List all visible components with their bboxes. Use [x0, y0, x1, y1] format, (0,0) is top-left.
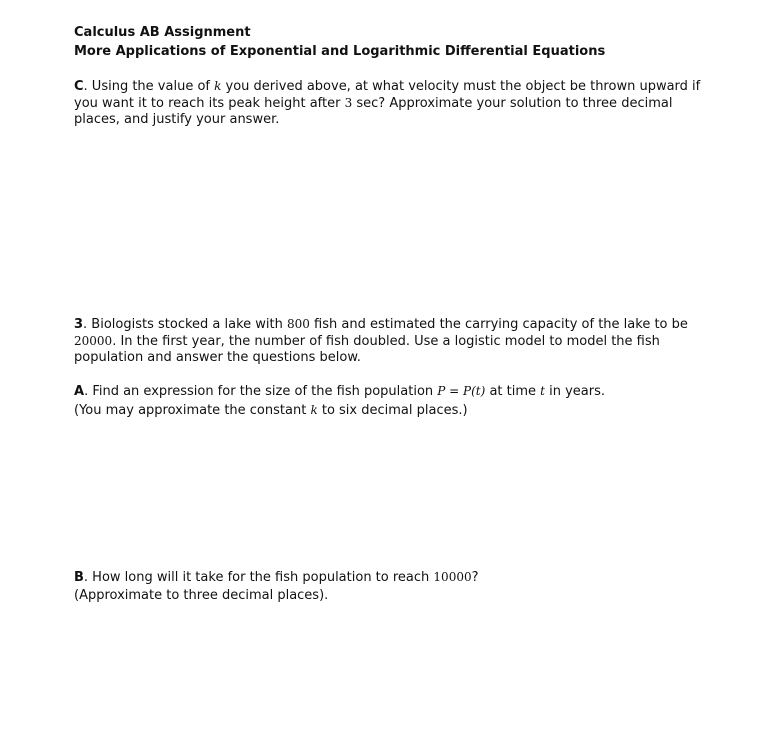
expression-p-of-t: P = P(t) [437, 384, 486, 398]
variable-t: t [540, 384, 545, 398]
question-3b-note: (Approximate to three decimal places). [74, 588, 329, 603]
page-subtitle: More Applications of Exponential and Logarithmic Differential Equations [74, 44, 606, 59]
worksheet-header [74, 23, 714, 61]
question-3b-label: B [74, 570, 84, 585]
question-3a-note: (You may approximate the constant k to six decimal places.) [74, 403, 468, 418]
question-3-label: 3 [74, 317, 84, 332]
question-3-text: 3. Biologists stocked a lake with 800 fish and estimated the carrying capacity of the lake to be 20000. In the first year, the number of fish doubled. Use a logistic model to model the fish population and answer the questions below. [74, 317, 688, 365]
question-3b-text: B. How long will it take for the fish population to reach 10000? [74, 570, 479, 585]
variable-k: k [310, 403, 318, 417]
variable-k: k [214, 79, 222, 93]
question-3b [74, 569, 714, 604]
number-800: 800 [287, 317, 310, 331]
question-3a-text: A. Find an expression for the size of the fish population P = P(t) at time t in years. [74, 384, 606, 399]
number-20000: 20000 [74, 334, 113, 348]
question-3 [74, 316, 714, 366]
question-3a [74, 383, 714, 419]
page-title: Calculus AB Assignment [74, 25, 251, 40]
number-10000: 10000 [433, 570, 472, 584]
question-2c [74, 78, 714, 128]
question-2c-label: C [74, 79, 84, 94]
number-3: 3 [344, 96, 353, 110]
question-2c-text: C. Using the value of k you derived above, at what velocity must the object be thrown upward if you want it to reach its peak height after 3 sec? Approximate your solution to three decimal places, and justify your answer. [74, 79, 701, 127]
question-3a-label: A [74, 384, 85, 399]
